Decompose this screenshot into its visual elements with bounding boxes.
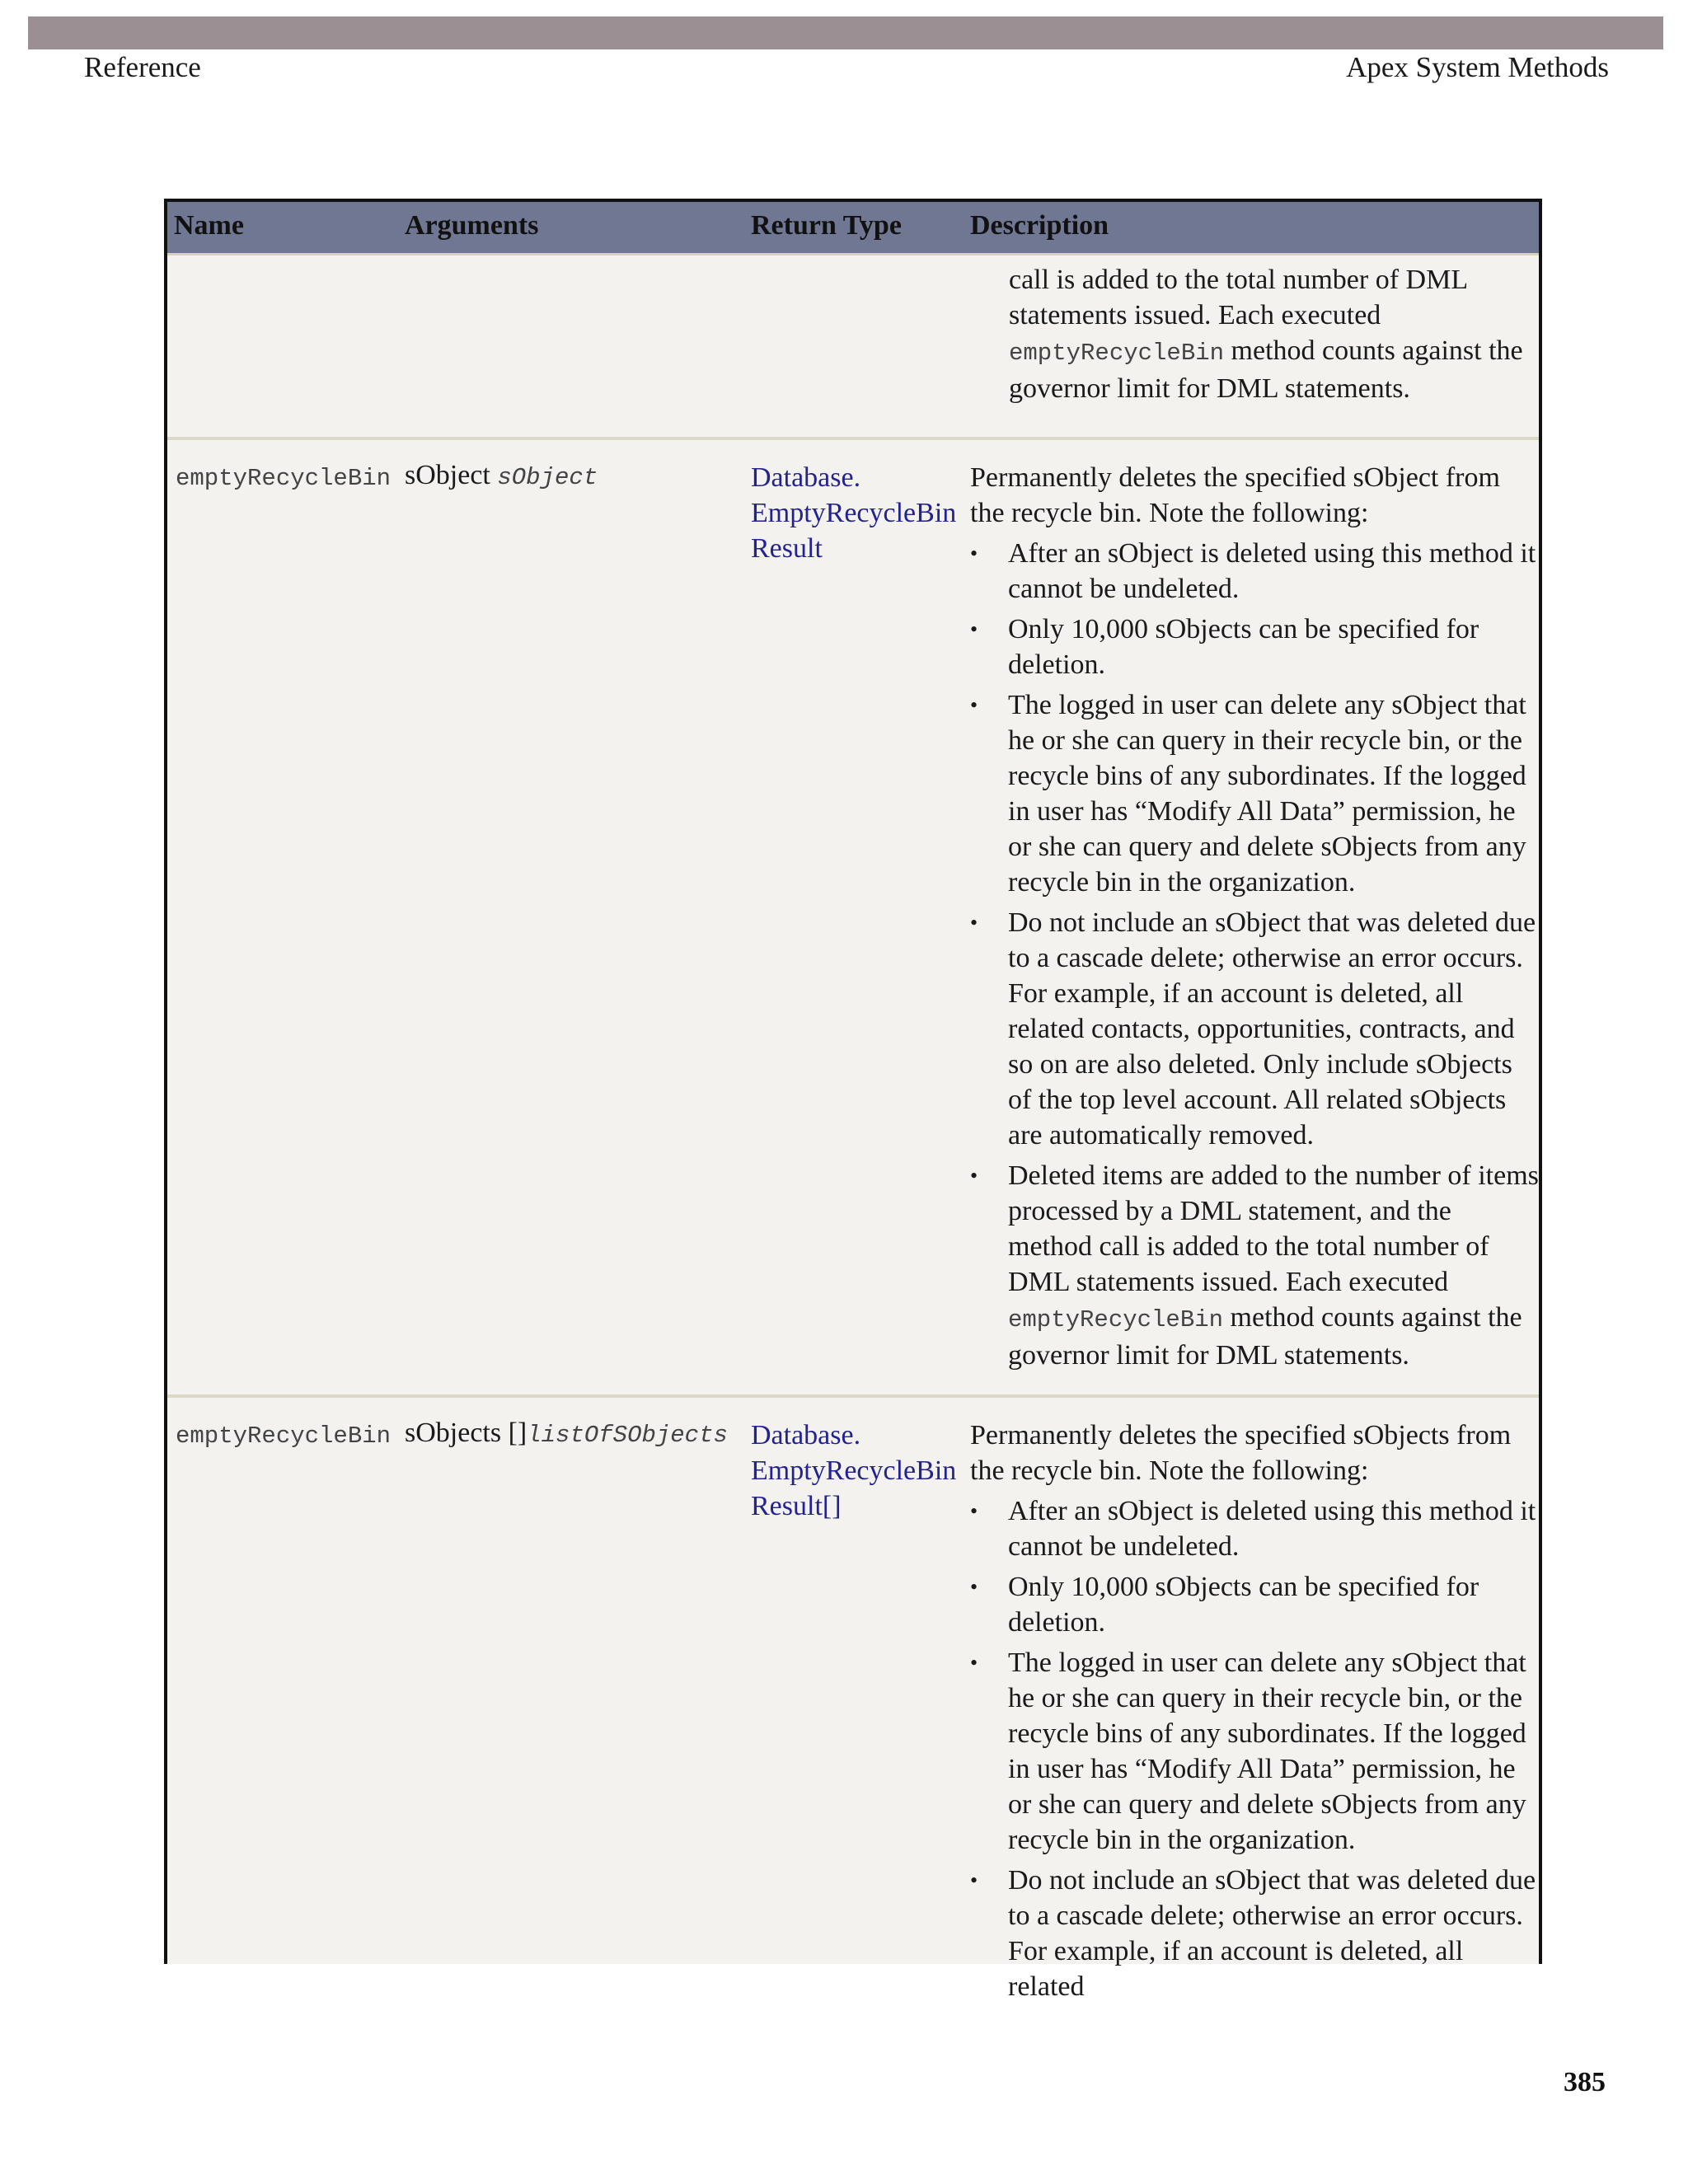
table-row-continued	[167, 255, 1539, 440]
arg-name: sObject	[497, 464, 598, 491]
code-method-name: emptyRecycleBin	[1009, 340, 1225, 367]
desc-text: method counts against the governor limit for DML statements.	[1008, 1302, 1522, 1371]
return-type-part: EmptyRecycleBin	[751, 1455, 957, 1486]
desc-text: method counts against the	[1231, 335, 1523, 366]
return-type-part: Database.	[751, 1420, 861, 1451]
desc-text: Deleted items are added to the number of items processed by a DML statement, and the method call is added to the total number of DML statements issued. Each executed	[1008, 1160, 1539, 1297]
list-item: • Only 10,000 sObjects can be specified for deletion.	[970, 1569, 1539, 1640]
list-item	[970, 1158, 1539, 1373]
return-type-part: Result	[751, 533, 823, 564]
description-cell	[970, 440, 1539, 1378]
code-method-name: emptyRecycleBin	[1008, 1306, 1224, 1333]
arg-type: sObjects []	[405, 1418, 528, 1448]
list-item: • Do not include an sObject that was deleted due to a cascade delete; otherwise an error occurs. For example, if an account is deleted, all related	[970, 1863, 1539, 2004]
return-type-link[interactable]	[751, 1398, 956, 1524]
desc-line: call is added to the total number of DML	[1009, 265, 1469, 295]
description-intro: Permanently deletes the specified sObjects from the recycle bin. Note the following:	[970, 1420, 1512, 1486]
description-intro: Permanently deletes the specified sObject from the recycle bin. Note the following:	[970, 462, 1500, 528]
table-row	[167, 440, 1539, 1398]
desc-line: governor limit for DML statements.	[1009, 373, 1410, 404]
table-header-row	[167, 202, 1539, 255]
col-header-name: Name	[174, 210, 244, 241]
description-cell	[970, 1398, 1539, 2009]
description-list	[970, 1493, 1539, 2004]
col-header-description: Description	[970, 210, 1109, 241]
list-item: • The logged in user can delete any sObject that he or she can query in their recycle bin, or the recycle bins of any subordinates. If the logged in user has “Modify All Data” permission, he or she can query and delete sObjects from any recycle bin in the organization.	[970, 687, 1539, 900]
arg-name: listOfSObjects	[527, 1422, 728, 1449]
table-row	[167, 1398, 1539, 2002]
page-number: 385	[1564, 2067, 1606, 2097]
desc-line: statements issued. Each executed	[1009, 300, 1381, 330]
methods-table	[164, 199, 1542, 2002]
method-name: emptyRecycleBin	[176, 465, 392, 492]
list-item: • Only 10,000 sObjects can be specified for deletion.	[970, 612, 1539, 682]
list-item: • The logged in user can delete any sObject that he or she can query in their recycle bin, or the recycle bins of any subordinates. If the logged in user has “Modify All Data” permission, he or she can query and delete sObjects from any recycle bin in the organization.	[970, 1645, 1539, 1858]
col-header-return-type: Return Type	[751, 210, 902, 241]
description-list	[970, 536, 1539, 1373]
return-type-part: Result[]	[751, 1491, 842, 1521]
header-section-title: Reference	[84, 51, 201, 83]
method-arguments	[405, 1398, 728, 1449]
method-name: emptyRecycleBin	[176, 1422, 392, 1450]
list-item: • After an sObject is deleted using this method it cannot be undeleted.	[970, 1493, 1539, 1564]
arg-type: sObject	[405, 460, 490, 490]
description-cell	[1009, 255, 1545, 406]
header-chapter-title: Apex System Methods	[1346, 51, 1609, 83]
list-item: • Do not include an sObject that was deleted due to a cascade delete; otherwise an error occurs. For example, if an account is deleted, all related contacts, opportunities, contracts, and so on are also deleted. Only include sObjects of the top level account. All related sObjects are automatically removed.	[970, 905, 1539, 1153]
method-arguments	[405, 440, 598, 491]
return-type-part: Database.	[751, 462, 861, 493]
list-item: • After an sObject is deleted using this method it cannot be undeleted.	[970, 536, 1539, 607]
col-header-arguments: Arguments	[405, 210, 539, 241]
return-type-link[interactable]	[751, 440, 956, 566]
return-type-part: EmptyRecycleBin	[751, 498, 957, 528]
header-band	[28, 16, 1663, 49]
desc-line	[1009, 333, 1545, 371]
